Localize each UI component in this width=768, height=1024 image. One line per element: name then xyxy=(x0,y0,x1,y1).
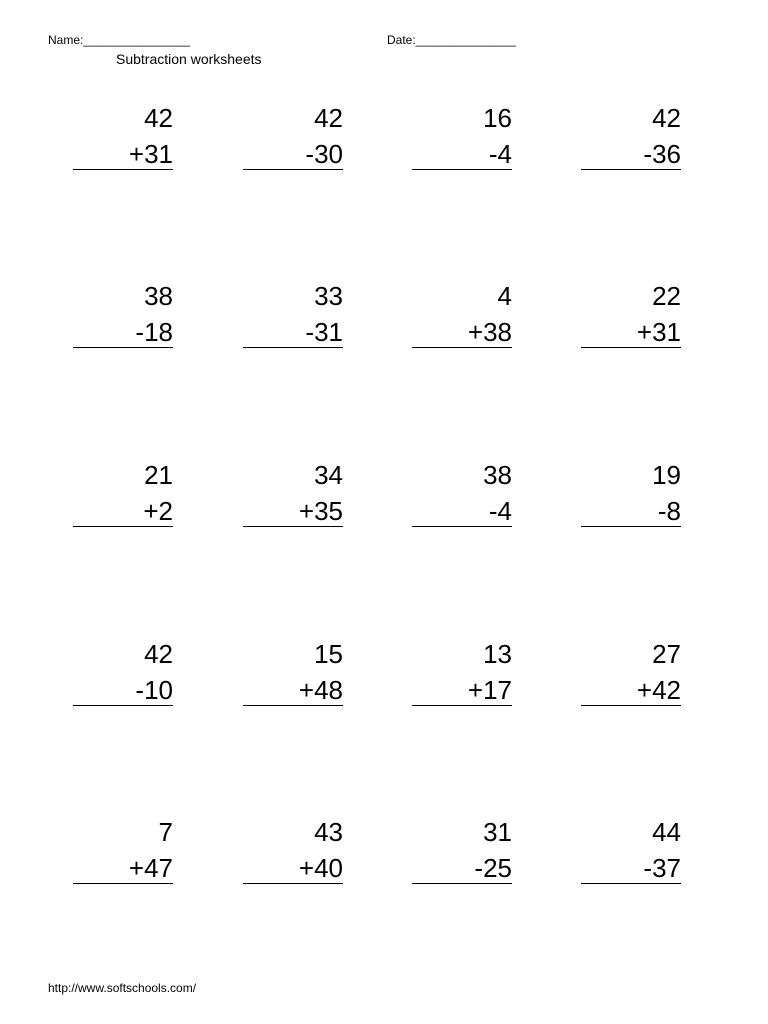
answer-line xyxy=(412,169,512,170)
problem-item xyxy=(243,460,345,540)
problem-item xyxy=(243,639,345,719)
problem-top-number: 7 xyxy=(158,817,173,847)
problem-item xyxy=(581,460,683,540)
problem-item xyxy=(412,460,514,540)
problem-top-number: 22 xyxy=(652,281,681,311)
problem-top-number: 27 xyxy=(652,639,681,669)
problem-bottom-number: +17 xyxy=(467,675,512,705)
problem-item xyxy=(412,103,514,183)
problem-top-number: 4 xyxy=(497,281,512,311)
answer-line xyxy=(581,526,681,527)
answer-line xyxy=(73,705,173,706)
problem-item xyxy=(243,103,345,183)
answer-line xyxy=(73,883,173,884)
problem-bottom-number: +48 xyxy=(298,675,343,705)
problem-item xyxy=(412,281,514,361)
answer-line xyxy=(412,883,512,884)
answer-line xyxy=(243,347,343,348)
problem-item xyxy=(73,639,175,719)
problem-bottom-number: +40 xyxy=(298,853,343,883)
problem-bottom-number: -8 xyxy=(657,496,681,526)
answer-line xyxy=(581,883,681,884)
problem-bottom-number: +38 xyxy=(467,317,512,347)
problem-top-number: 44 xyxy=(652,817,681,847)
answer-line xyxy=(581,169,681,170)
footer-url[interactable]: http://www.softschools.com/ xyxy=(48,981,197,995)
answer-line xyxy=(243,526,343,527)
problem-item xyxy=(412,639,514,719)
answer-line xyxy=(581,347,681,348)
worksheet-title: Subtraction worksheets xyxy=(116,51,262,67)
problem-bottom-number: +42 xyxy=(636,675,681,705)
problem-top-number: 38 xyxy=(483,460,512,490)
problem-bottom-number: +31 xyxy=(128,139,173,169)
answer-line xyxy=(243,169,343,170)
answer-line xyxy=(412,526,512,527)
problem-top-number: 13 xyxy=(483,639,512,669)
problem-item xyxy=(73,460,175,540)
date-field: Date:_______________ xyxy=(387,33,516,47)
problem-item xyxy=(73,817,175,897)
problem-top-number: 43 xyxy=(314,817,343,847)
problem-top-number: 31 xyxy=(483,817,512,847)
problem-bottom-number: -37 xyxy=(643,853,681,883)
answer-line xyxy=(243,705,343,706)
problem-bottom-number: +31 xyxy=(636,317,681,347)
problem-bottom-number: -18 xyxy=(135,317,173,347)
answer-line xyxy=(73,526,173,527)
answer-line xyxy=(73,169,173,170)
problem-item xyxy=(412,817,514,897)
problem-bottom-number: -10 xyxy=(135,675,173,705)
problem-item xyxy=(581,281,683,361)
problem-top-number: 19 xyxy=(652,460,681,490)
problem-top-number: 16 xyxy=(483,103,512,133)
problem-item xyxy=(581,639,683,719)
answer-line xyxy=(412,347,512,348)
problem-top-number: 42 xyxy=(652,103,681,133)
problem-top-number: 15 xyxy=(314,639,343,669)
problem-top-number: 42 xyxy=(314,103,343,133)
problem-bottom-number: -4 xyxy=(488,139,512,169)
problem-bottom-number: +2 xyxy=(143,496,173,526)
problem-item xyxy=(73,281,175,361)
answer-line xyxy=(73,347,173,348)
problem-bottom-number: -30 xyxy=(305,139,343,169)
answer-line xyxy=(412,705,512,706)
problem-item xyxy=(581,817,683,897)
problem-item xyxy=(581,103,683,183)
problem-bottom-number: -31 xyxy=(305,317,343,347)
name-field: Name:________________ xyxy=(48,33,191,47)
problem-bottom-number: -25 xyxy=(474,853,512,883)
problem-item xyxy=(243,281,345,361)
problem-top-number: 34 xyxy=(314,460,343,490)
problem-bottom-number: -4 xyxy=(488,496,512,526)
answer-line xyxy=(581,705,681,706)
problem-bottom-number: -36 xyxy=(643,139,681,169)
problem-top-number: 38 xyxy=(144,281,173,311)
answer-line xyxy=(243,883,343,884)
problem-top-number: 42 xyxy=(144,103,173,133)
problem-top-number: 33 xyxy=(314,281,343,311)
problem-top-number: 21 xyxy=(144,460,173,490)
problem-item xyxy=(243,817,345,897)
problem-bottom-number: +47 xyxy=(128,853,173,883)
problem-bottom-number: +35 xyxy=(298,496,343,526)
problem-item xyxy=(73,103,175,183)
problem-top-number: 42 xyxy=(144,639,173,669)
